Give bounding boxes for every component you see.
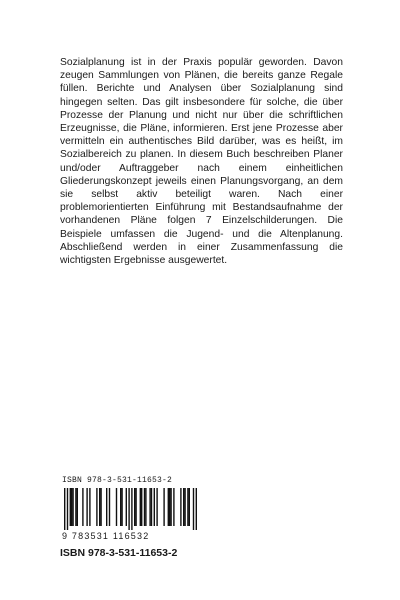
barcode-bar	[126, 488, 127, 526]
barcode-bar	[135, 488, 136, 526]
barcode-digits: 9 783531 116532	[62, 531, 150, 541]
barcode-bar	[140, 488, 141, 526]
barcode-bar	[86, 488, 87, 526]
barcode-bar	[106, 488, 107, 526]
isbn-bottom-line: ISBN 978-3-531-11653-2	[60, 547, 178, 559]
barcode-bar	[180, 488, 181, 526]
isbn-block	[58, 476, 238, 559]
barcode-bar	[75, 488, 76, 526]
barcode-bar	[163, 488, 164, 526]
barcode-bar	[169, 488, 170, 526]
barcode-bar	[141, 488, 142, 526]
barcode-bar	[99, 488, 100, 526]
barcode-bar	[82, 488, 83, 526]
barcode-bar	[121, 488, 122, 526]
barcode-bar	[77, 488, 78, 526]
barcode-bar	[149, 488, 150, 526]
barcode-bar	[120, 488, 121, 526]
isbn-top-line: ISBN 978-3-531-11653-2	[62, 476, 173, 485]
barcode-bar	[64, 488, 65, 530]
barcode-bar	[128, 488, 129, 530]
barcode-bar	[187, 488, 188, 526]
barcode-bar	[184, 488, 185, 526]
barcode	[64, 488, 214, 530]
barcode-bar	[193, 488, 194, 530]
barcode-bar	[109, 488, 110, 526]
barcode-bar	[168, 488, 169, 526]
barcode-bar	[70, 488, 71, 526]
barcode-bar	[154, 488, 155, 526]
barcode-bar	[131, 488, 132, 530]
barcode-bar	[170, 488, 171, 526]
barcode-bar	[134, 488, 135, 526]
barcode-bar	[183, 488, 184, 526]
barcode-bar	[116, 488, 117, 526]
barcode-bar	[100, 488, 101, 526]
barcode-bar	[89, 488, 90, 526]
barcode-bar	[71, 488, 72, 526]
barcode-bar	[96, 488, 97, 526]
barcode-bar	[156, 488, 157, 526]
barcode-bar	[173, 488, 174, 526]
barcode-bar	[196, 488, 197, 530]
barcode-bar	[189, 488, 190, 526]
barcode-bar	[145, 488, 146, 526]
barcode-bar	[67, 488, 68, 530]
barcode-bar	[144, 488, 145, 526]
barcode-bar	[151, 488, 152, 526]
barcode-bar	[72, 488, 73, 526]
back-cover-blurb: Sozialplanung ist in der Praxis populär geworden. Davon zeugen Sammlungen von Plänen, die bereits ganze Regale füllen. Berichte und Analysen über Sozialplanung sind hingegen selten. Das gilt insbesondere für solche, die über Prozesse der Planung und nicht nur über die schriftlichen Erzeugnisse, die Pläne, informieren. Erst jene Prozesse aber vermitteln ein authentisches Bild darüber, was es heißt, im Sozialbereich zu planen. In diesem Buch beschreiben Planer und/oder Auftraggeber nach einem einheitlichen Gliederungskonzept jeweils einen Planungsvorgang, an dem sie selbst aktiv beteiligt waren. Nach einer problemorientierten Einführung mit Bestandsaufnahme der vorhandenen Pläne folgen 7 Einzelschilderungen. Die Beispiele umfassen die Jugend- und die Altenplanung. Abschließend werden in einer Zusammenfassung die wichtigsten Ergebnisse ausgewertet.	[60, 57, 343, 267]
